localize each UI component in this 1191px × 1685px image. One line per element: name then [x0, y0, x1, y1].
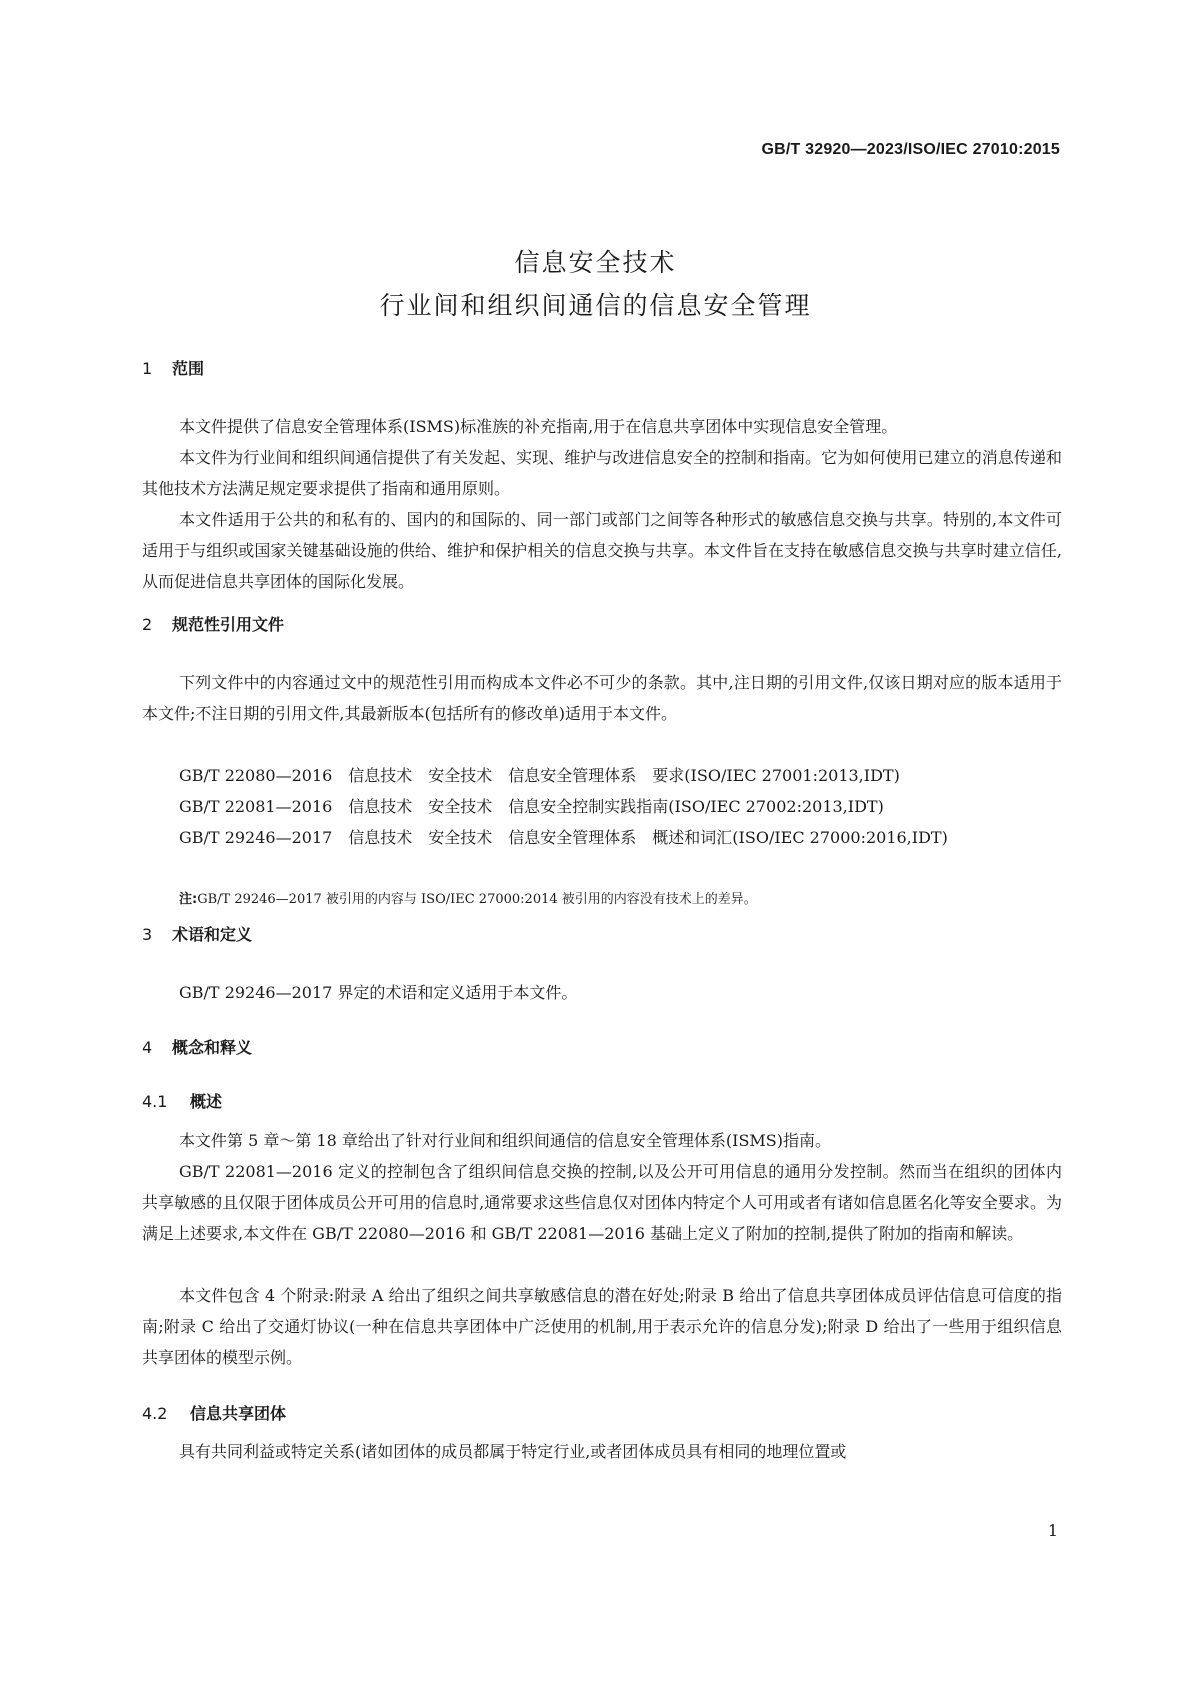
- section-title: 术语和定义: [172, 925, 253, 944]
- section-title: 规范性引用文件: [172, 615, 285, 634]
- section-4-2-heading: [142, 1401, 286, 1424]
- section-number: 4: [142, 1038, 153, 1057]
- section-1-paragraph-1: 本文件提供了信息安全管理体系(ISMS)标准族的补充指南,用于在信息共享团体中实现信息安全管理。: [179, 417, 898, 436]
- reference-note: [179, 888, 1059, 907]
- document-title-line2: 行业间和组织间通信的信息安全管理: [379, 291, 812, 320]
- standard-code: GB/T 32920—2023/ISO/IEC 27010:2015: [761, 141, 1060, 158]
- section-title: 范围: [172, 359, 205, 378]
- section-3-heading: [142, 922, 252, 945]
- section-title: 概念和释义: [172, 1038, 253, 1057]
- section-1-heading: [142, 356, 204, 379]
- section-number: 1: [142, 359, 153, 378]
- section-4-1-heading: [142, 1089, 222, 1112]
- section-number: 3: [142, 925, 153, 944]
- document-title-line1: 信息安全技术: [514, 248, 677, 277]
- section-number: 4.2: [142, 1404, 168, 1423]
- section-2-paragraph-1: 下列文件中的内容通过文中的规范性引用而构成本文件必不可少的条款。其中,注日期的引用文件,仅该日期对应的版本适用于本文件;不注日期的引用文件,其最新版本(包括所有的修改单)适用于本文件。: [142, 673, 1062, 723]
- section-4-1-paragraph-1: 本文件第 5 章～第 18 章给出了针对行业间和组织间通信的信息安全管理体系(ISMS)指南。: [179, 1131, 831, 1150]
- note-text: GB/T 29246—2017 被引用的内容与 ISO/IEC 27000:2014 被引用的内容没有技术上的差异。: [197, 892, 757, 907]
- section-1-paragraph-3: 本文件适用于公共的和私有的、国内的和国际的、同一部门或部门之间等各种形式的敏感信息交换与共享。特别的,本文件可适用于与组织或国家关键基础设施的供给、维护和保护相关的信息交换与共享。本文件旨在支持在敏感信息交换与共享时建立信任,从而促进信息共享团体的国际化发展。: [142, 510, 1062, 591]
- section-2-heading: [142, 612, 284, 635]
- section-number: 4.1: [142, 1092, 168, 1111]
- page-number: 1: [1047, 1521, 1058, 1540]
- section-4-heading: [142, 1035, 252, 1058]
- section-4-1-paragraph-2: GB/T 22081—2016 定义的控制包含了组织间信息交换的控制,以及公开可用信息的通用分发控制。然而当在组织的团体内共享敏感的且仅限于团体成员公开可用的信息时,通常要求这些信息仅对团体内特定个人可用或者有诸如信息匿名化等安全要求。为满足上述要求,本文件在 GB/T 22080—2016 和 GB/T 22081—2016 基础上定义了附加的控制,提供了附加的指南和解读。: [142, 1162, 1062, 1243]
- section-number: 2: [142, 615, 153, 634]
- section-title: 信息共享团体: [190, 1404, 287, 1423]
- section-1-paragraph-2: 本文件为行业间和组织间通信提供了有关发起、实现、维护与改进信息安全的控制和指南。它为如何使用已建立的消息传递和其他技术方法满足规定要求提供了指南和通用原则。: [142, 448, 1062, 498]
- section-4-2-paragraph-1: 具有共同利益或特定关系(诸如团体的成员都属于特定行业,或者团体成员具有相同的地理位置或: [179, 1442, 847, 1461]
- section-3-paragraph-1: GB/T 29246—2017 界定的术语和定义适用于本文件。: [179, 983, 578, 1002]
- section-title: 概述: [190, 1092, 223, 1111]
- note-label: 注:: [179, 892, 198, 907]
- section-4-1-paragraph-3: 本文件包含 4 个附录:附录 A 给出了组织之间共享敏感信息的潜在好处;附录 B 给出了信息共享团体成员评估信息可信度的指南;附录 C 给出了交通灯协议(一种在信息共享团体中广泛使用的机制,用于表示允许的信息分发);附录 D 给出了一些用于组织信息共享团体的模型示例。: [142, 1286, 1062, 1367]
- normative-reference-1: GB/T 22080—2016 信息技术 安全技术 信息安全管理体系 要求(ISO/IEC 27001:2013,IDT): [179, 766, 900, 785]
- normative-reference-2: GB/T 22081—2016 信息技术 安全技术 信息安全控制实践指南(ISO/IEC 27002:2013,IDT): [179, 797, 884, 816]
- normative-reference-3: GB/T 29246—2017 信息技术 安全技术 信息安全管理体系 概述和词汇(ISO/IEC 27000:2016,IDT): [179, 828, 948, 847]
